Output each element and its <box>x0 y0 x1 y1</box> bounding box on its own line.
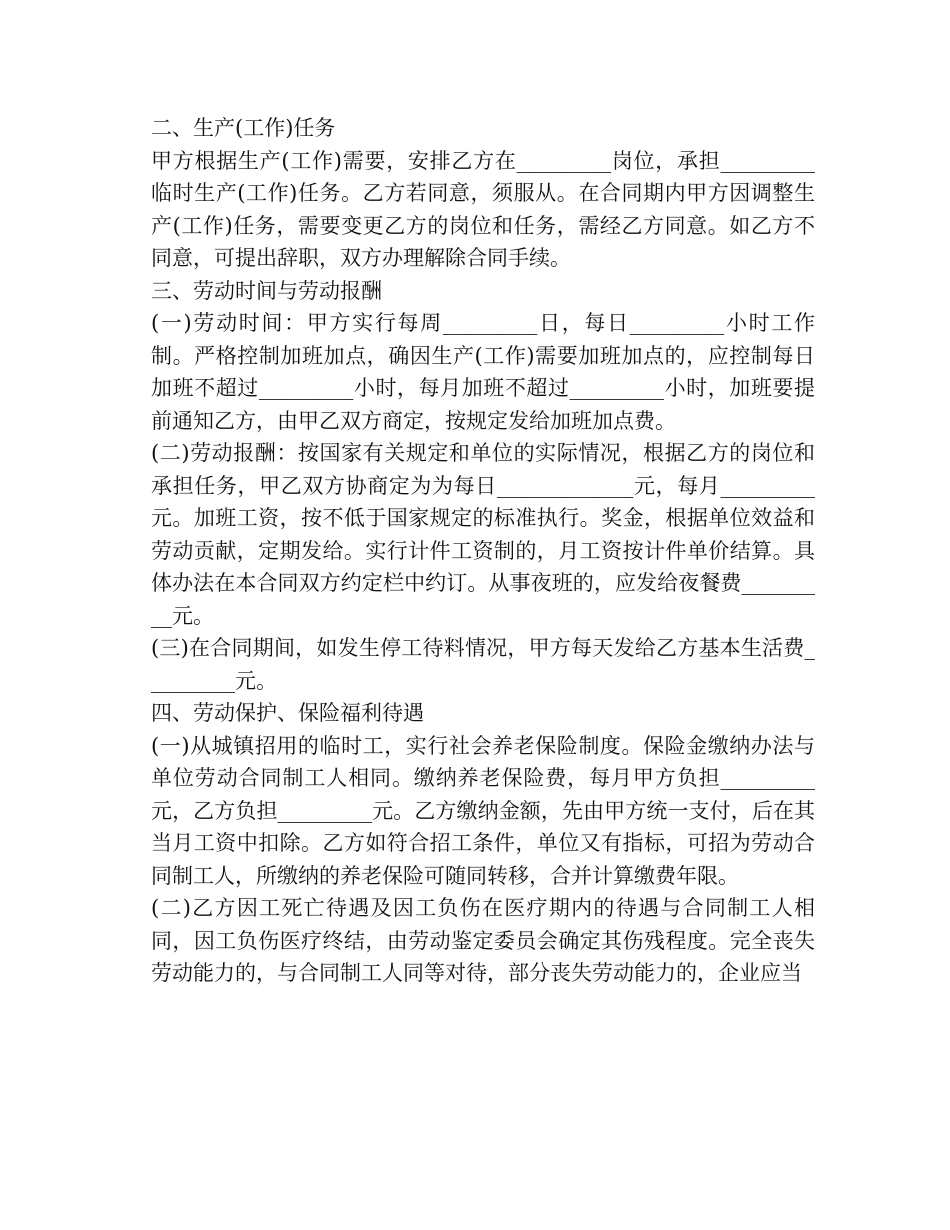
section-heading-work-time-pay: 三、劳动时间与劳动报酬 <box>151 278 382 303</box>
paragraph-work-injury: (二)乙方因工死亡待遇及因工负伤在医疗期内的待遇与合同制工人相同，因工负伤医疗终结，由劳动鉴定委员会确定其伤残程度。完全丧失劳动能力的，与合同制工人同等对待，部分丧失劳动能力的，企业应当 <box>151 896 815 985</box>
paragraph-work-time: (一)劳动时间：甲方实行每周_________日，每日_________小时工作制。严格控制加班加点，确因生产(工作)需要加班加点的，应控制每日加班不超过_________小时，每月加班不超过_________小时，加班要提前通知乙方，由甲乙双方商定，按规定发给加班加点费。 <box>151 311 815 433</box>
paragraph-task-assignment: 甲方根据生产(工作)需要，安排乙方在_________岗位，承担_________临时生产(工作)任务。乙方若同意，须服从。在合同期内甲方因调整生产(工作)任务，需要变更乙方的岗位和任务，需经乙方同意。如乙方不同意，可提出辞职，双方办理解除合同手续。 <box>151 148 815 270</box>
paragraph-labor-pay: (二)劳动报酬：按国家有关规定和单位的实际情况，根据乙方的岗位和承担任务，甲乙双方协商定为为每日_____________元，每月_________元。加班工资，按不低于国家规定的标准执行。奖金，根据单位效益和劳动贡献，定期发给。实行计件工资制的，月工资按计件单价结算。具体办法在本合同双方约定栏中约订。从事夜班的，应发给夜餐费_________元。 <box>151 441 815 628</box>
paragraph-pension-insurance: (一)从城镇招用的临时工，实行社会养老保险制度。保险金缴纳办法与单位劳动合同制工人相同。缴纳养老保险费，每月甲方负担_________元，乙方负担_________元。乙方缴纳金额，先由甲方统一支付，后在其当月工资中扣除。乙方如符合招工条件，单位又有指标，可招为劳动合同制工人，所缴纳的养老保险可随同转移，合并计算缴费年限。 <box>151 733 815 888</box>
section-heading-protection-insurance: 四、劳动保护、保险福利待遇 <box>151 701 424 725</box>
section-heading-production-task: 二、生产(工作)任务 <box>151 116 336 140</box>
paragraph-work-stoppage: (三)在合同期间，如发生停工待料情况，甲方每天发给乙方基本生活费_________元。 <box>151 636 815 693</box>
contract-page <box>139 112 815 990</box>
